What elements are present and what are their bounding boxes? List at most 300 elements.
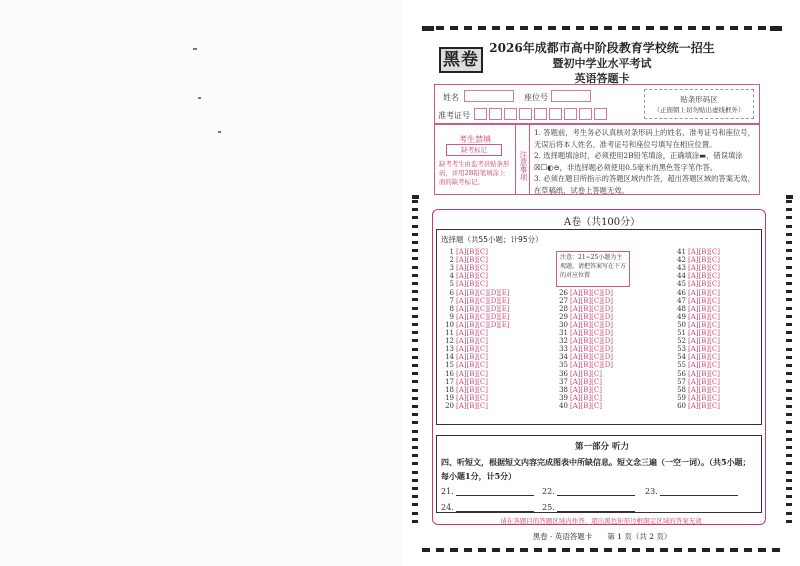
- option-bubble[interactable]: [E]: [499, 312, 510, 321]
- option-bubble[interactable]: [C]: [477, 401, 488, 410]
- option-bubble[interactable]: [C]: [709, 256, 720, 265]
- timing-mark: [604, 548, 612, 552]
- scan-speck: [193, 48, 197, 50]
- option-bubble[interactable]: [B]: [698, 312, 710, 321]
- exam-id-label: 准考证号: [438, 111, 470, 120]
- timing-mark: [786, 454, 792, 457]
- option-bubble[interactable]: [A]: [688, 256, 699, 265]
- timing-mark: [412, 323, 418, 326]
- timing-mark: [534, 548, 542, 552]
- option-bubble[interactable]: [A]: [570, 304, 581, 313]
- option-bubble[interactable]: [C]: [591, 312, 602, 321]
- option-bubble[interactable]: [A]: [688, 345, 699, 354]
- option-bubble[interactable]: [C]: [477, 345, 488, 354]
- option-bubble[interactable]: [E]: [499, 296, 510, 305]
- timing-mark: [478, 548, 486, 552]
- option-bubble[interactable]: [B]: [466, 320, 478, 329]
- timing-mark: [786, 446, 792, 449]
- option-bubble[interactable]: [C]: [477, 304, 488, 313]
- option-bubble[interactable]: [B]: [580, 337, 592, 346]
- option-bubble[interactable]: [B]: [466, 264, 478, 273]
- option-bubble[interactable]: [C]: [477, 377, 488, 386]
- question-row: [556, 353, 613, 361]
- option-bubble[interactable]: [A]: [688, 280, 699, 289]
- option-bubble[interactable]: [B]: [698, 296, 710, 305]
- option-bubble[interactable]: [A]: [570, 296, 581, 305]
- option-bubble[interactable]: [D]: [487, 304, 500, 313]
- option-bubble[interactable]: [B]: [466, 337, 478, 346]
- option-bubble[interactable]: [C]: [709, 369, 720, 378]
- option-bubble[interactable]: [C]: [591, 393, 602, 402]
- option-bubble[interactable]: [B]: [698, 256, 710, 265]
- option-bubble[interactable]: [C]: [591, 377, 602, 386]
- option-bubble[interactable]: [C]: [477, 264, 488, 273]
- timing-mark: [730, 26, 738, 30]
- option-bubble[interactable]: [B]: [698, 272, 710, 281]
- question-number: 59: [677, 393, 686, 402]
- option-bubble[interactable]: [B]: [466, 288, 478, 297]
- question-row: [442, 329, 488, 337]
- question-number: 38: [559, 385, 568, 394]
- option-bubble[interactable]: [B]: [698, 369, 710, 378]
- timing-mark: [412, 487, 418, 490]
- option-bubble[interactable]: [B]: [580, 312, 592, 321]
- question-number: 42: [677, 256, 686, 265]
- option-bubble[interactable]: [A]: [456, 256, 467, 265]
- option-bubble[interactable]: [A]: [456, 296, 467, 305]
- option-bubble[interactable]: [B]: [580, 320, 592, 329]
- option-bubble[interactable]: [C]: [591, 361, 602, 370]
- option-bubble[interactable]: [B]: [698, 377, 710, 386]
- option-bubble[interactable]: [A]: [456, 401, 467, 410]
- exam-id-cell[interactable]: [489, 108, 502, 120]
- option-bubble[interactable]: [C]: [591, 320, 602, 329]
- question-row: [442, 378, 488, 386]
- option-bubble[interactable]: [B]: [466, 345, 478, 354]
- option-bubble[interactable]: [A]: [688, 393, 699, 402]
- question-row: [674, 386, 720, 394]
- option-bubble[interactable]: [C]: [709, 353, 720, 362]
- option-bubble[interactable]: [C]: [709, 320, 720, 329]
- timing-mark: [786, 315, 792, 318]
- option-bubble[interactable]: [A]: [456, 353, 467, 362]
- notice-item: 3. 必须在题目所指示的答题区域内作答，超出答题区域的答案无效，在草稿纸、试卷上答题无效。: [534, 174, 755, 195]
- question-number: 15: [445, 361, 454, 370]
- question-row: [674, 305, 720, 313]
- question-number: 27: [559, 296, 568, 305]
- option-bubble[interactable]: [C]: [477, 256, 488, 265]
- timing-mark: [632, 548, 640, 552]
- seat-label: 座位号: [524, 93, 548, 102]
- answer-sheet: [404, 0, 800, 566]
- option-bubble[interactable]: [A]: [570, 312, 581, 321]
- option-bubble[interactable]: [C]: [591, 345, 602, 354]
- question-number: 45: [677, 280, 686, 289]
- option-bubble[interactable]: [C]: [477, 385, 488, 394]
- option-bubble[interactable]: [C]: [591, 353, 602, 362]
- question-number: 40: [559, 401, 568, 410]
- option-bubble[interactable]: [B]: [698, 401, 710, 410]
- option-bubble[interactable]: [B]: [698, 345, 710, 354]
- timing-mark: [412, 446, 418, 449]
- timing-mark: [412, 339, 418, 342]
- option-bubble[interactable]: [A]: [688, 264, 699, 273]
- option-bubble[interactable]: [D]: [601, 312, 614, 321]
- seat-field[interactable]: [551, 90, 591, 102]
- option-bubble[interactable]: [C]: [709, 377, 720, 386]
- option-bubble[interactable]: [B]: [698, 264, 710, 273]
- option-bubble[interactable]: [B]: [466, 272, 478, 281]
- question-number: 49: [677, 312, 686, 321]
- option-bubble[interactable]: [C]: [591, 385, 602, 394]
- option-bubble[interactable]: [C]: [477, 361, 488, 370]
- option-bubble[interactable]: [A]: [688, 385, 699, 394]
- option-bubble[interactable]: [B]: [580, 296, 592, 305]
- question-number: 39: [559, 393, 568, 402]
- option-bubble[interactable]: [C]: [477, 393, 488, 402]
- option-bubble[interactable]: [C]: [591, 369, 602, 378]
- option-bubble[interactable]: [B]: [466, 256, 478, 265]
- question-number: 55: [677, 361, 686, 370]
- option-bubble[interactable]: [C]: [477, 337, 488, 346]
- option-bubble[interactable]: [A]: [570, 401, 581, 410]
- option-bubble[interactable]: [A]: [688, 329, 699, 337]
- option-bubble[interactable]: [B]: [698, 361, 710, 370]
- timing-mark: [576, 26, 584, 30]
- option-bubble[interactable]: [A]: [688, 248, 699, 256]
- option-bubble[interactable]: [B]: [698, 393, 710, 402]
- timing-mark: [618, 26, 626, 30]
- option-bubble[interactable]: [C]: [709, 329, 720, 337]
- option-bubble[interactable]: [C]: [709, 272, 720, 281]
- timing-mark: [464, 548, 472, 552]
- question-row: [674, 297, 720, 305]
- exam-id-cell[interactable]: [474, 108, 487, 120]
- option-bubble[interactable]: [C]: [709, 248, 720, 256]
- option-bubble[interactable]: [C]: [477, 296, 488, 305]
- option-bubble[interactable]: [A]: [570, 385, 581, 394]
- timing-mark: [786, 331, 792, 334]
- option-bubble[interactable]: [B]: [466, 304, 478, 313]
- option-bubble[interactable]: [B]: [580, 329, 592, 337]
- timing-mark: [412, 512, 418, 515]
- question-row: [556, 313, 613, 321]
- option-bubble[interactable]: [D]: [601, 329, 614, 337]
- option-bubble[interactable]: [A]: [688, 304, 699, 313]
- option-bubble[interactable]: [B]: [698, 288, 710, 297]
- option-bubble[interactable]: [C]: [477, 369, 488, 378]
- option-bubble[interactable]: [A]: [688, 361, 699, 370]
- timing-mark: [450, 548, 458, 552]
- timing-mark: [412, 495, 418, 498]
- option-bubble[interactable]: [D]: [487, 320, 500, 329]
- option-bubble[interactable]: [C]: [477, 320, 488, 329]
- exam-id-cell[interactable]: [579, 108, 592, 120]
- option-bubble[interactable]: [B]: [466, 369, 478, 378]
- option-bubble[interactable]: [A]: [688, 353, 699, 362]
- exam-subtitle: 暨初中学业水平考试: [552, 57, 652, 70]
- question-row: [674, 353, 720, 361]
- timing-mark: [786, 266, 792, 269]
- timing-mark: [412, 372, 418, 375]
- option-bubble[interactable]: [A]: [688, 337, 699, 346]
- question-row: [442, 280, 488, 288]
- option-bubble[interactable]: [D]: [487, 312, 500, 321]
- option-bubble[interactable]: [B]: [466, 329, 478, 337]
- option-bubble[interactable]: [A]: [456, 345, 467, 354]
- out-of-area-warning: 请在各题目的答题区域内作答，超出黑色矩形边框限定区域的答案无效: [500, 517, 702, 525]
- option-bubble[interactable]: [B]: [580, 304, 592, 313]
- option-bubble[interactable]: [B]: [466, 280, 478, 289]
- option-bubble[interactable]: [D]: [601, 353, 614, 362]
- option-bubble[interactable]: [A]: [570, 353, 581, 362]
- option-bubble[interactable]: [B]: [580, 345, 592, 354]
- exam-id-cell[interactable]: [534, 108, 547, 120]
- question-row: [442, 305, 510, 313]
- option-bubble[interactable]: [A]: [456, 288, 467, 297]
- option-bubble[interactable]: [C]: [591, 337, 602, 346]
- option-bubble[interactable]: [D]: [601, 320, 614, 329]
- option-bubble[interactable]: [B]: [466, 312, 478, 321]
- option-bubble[interactable]: [A]: [456, 385, 467, 394]
- scan-speck: [198, 97, 201, 99]
- timing-mark: [716, 548, 724, 552]
- option-bubble[interactable]: [A]: [688, 401, 699, 410]
- timing-mark: [412, 364, 418, 367]
- question-row: [674, 370, 720, 378]
- exam-id-cell[interactable]: [504, 108, 517, 120]
- option-bubble[interactable]: [B]: [698, 329, 710, 337]
- timing-mark: [660, 548, 668, 552]
- option-bubble[interactable]: [D]: [601, 361, 614, 370]
- question-row: [674, 361, 720, 369]
- timing-mark: [730, 548, 738, 552]
- timing-mark: [506, 26, 514, 30]
- option-bubble[interactable]: [C]: [477, 329, 488, 337]
- option-bubble[interactable]: [B]: [466, 361, 478, 370]
- question-number: 20: [445, 401, 454, 410]
- blank-25[interactable]: [557, 511, 635, 512]
- option-bubble[interactable]: [B]: [698, 337, 710, 346]
- option-bubble[interactable]: [A]: [456, 272, 467, 281]
- option-bubble[interactable]: [A]: [456, 264, 467, 273]
- option-bubble[interactable]: [A]: [456, 280, 467, 289]
- option-bubble[interactable]: [B]: [466, 401, 478, 410]
- option-bubble[interactable]: [A]: [570, 369, 581, 378]
- option-bubble[interactable]: [C]: [477, 312, 488, 321]
- option-bubble[interactable]: [C]: [709, 312, 720, 321]
- name-field[interactable]: [464, 90, 514, 102]
- blank-22[interactable]: [557, 495, 635, 496]
- option-bubble[interactable]: [A]: [456, 312, 467, 321]
- option-bubble[interactable]: [A]: [570, 320, 581, 329]
- timing-mark: [786, 487, 792, 490]
- option-bubble[interactable]: [D]: [601, 288, 614, 297]
- option-bubble[interactable]: [B]: [466, 353, 478, 362]
- option-bubble[interactable]: [B]: [698, 280, 710, 289]
- question-row: [674, 337, 720, 345]
- question-row: [442, 289, 510, 297]
- option-bubble[interactable]: [B]: [698, 385, 710, 394]
- option-bubble[interactable]: [A]: [570, 337, 581, 346]
- option-bubble[interactable]: [B]: [698, 304, 710, 313]
- option-bubble[interactable]: [C]: [709, 296, 720, 305]
- option-bubble[interactable]: [B]: [580, 353, 592, 362]
- option-bubble[interactable]: [B]: [466, 385, 478, 394]
- option-bubble[interactable]: [B]: [698, 353, 710, 362]
- blank-23[interactable]: [660, 495, 738, 496]
- timing-mark: [702, 26, 710, 30]
- option-bubble[interactable]: [B]: [580, 288, 592, 297]
- question-row: [442, 353, 488, 361]
- option-bubble[interactable]: [B]: [466, 296, 478, 305]
- option-bubble[interactable]: [C]: [477, 288, 488, 297]
- option-bubble[interactable]: [B]: [466, 248, 478, 256]
- exam-id-cell[interactable]: [519, 108, 532, 120]
- option-bubble[interactable]: [A]: [570, 345, 581, 354]
- blank-label-23: 23.: [645, 487, 658, 496]
- option-bubble[interactable]: [C]: [709, 345, 720, 354]
- exam-id-cell[interactable]: [564, 108, 577, 120]
- option-bubble[interactable]: [C]: [709, 401, 720, 410]
- timing-mark: [786, 274, 792, 277]
- option-bubble[interactable]: [D]: [601, 345, 614, 354]
- timing-mark: [412, 290, 418, 293]
- question-row: [442, 370, 488, 378]
- option-bubble[interactable]: [C]: [477, 248, 488, 256]
- option-bubble[interactable]: [D]: [487, 296, 500, 305]
- timing-mark: [412, 216, 418, 219]
- option-bubble[interactable]: [A]: [688, 320, 699, 329]
- option-bubble[interactable]: [B]: [466, 393, 478, 402]
- option-bubble[interactable]: [A]: [688, 377, 699, 386]
- option-bubble[interactable]: [A]: [456, 393, 467, 402]
- question-row: [674, 345, 720, 353]
- option-bubble[interactable]: [A]: [570, 377, 581, 386]
- option-bubble[interactable]: [B]: [580, 393, 592, 402]
- notice-item: 2. 选择题填涂时，必须使用2B铅笔填涂，正确填涂▬，错误填涂☒☐◐⊖，非选择题必须使用0.5毫米的黑色签字笔作答。: [534, 151, 743, 172]
- option-bubble[interactable]: [A]: [688, 288, 699, 297]
- option-bubble[interactable]: [B]: [466, 377, 478, 386]
- option-bubble[interactable]: [A]: [570, 329, 581, 337]
- option-bubble[interactable]: [A]: [456, 320, 467, 329]
- question-number: 57: [677, 377, 686, 386]
- option-bubble[interactable]: [B]: [698, 320, 710, 329]
- timing-mark: [436, 26, 444, 30]
- timing-mark: [786, 356, 792, 359]
- option-bubble[interactable]: [C]: [591, 304, 602, 313]
- timing-mark: [562, 548, 570, 552]
- option-bubble[interactable]: [A]: [570, 393, 581, 402]
- option-bubble[interactable]: [E]: [499, 304, 510, 313]
- question-number: 2: [449, 256, 454, 265]
- option-bubble[interactable]: [C]: [709, 288, 720, 297]
- question-row: [442, 394, 488, 402]
- question-number: 1: [449, 248, 454, 256]
- timing-mark: [786, 364, 792, 367]
- option-bubble[interactable]: [D]: [601, 337, 614, 346]
- option-bubble[interactable]: [B]: [580, 369, 592, 378]
- question-number: 26: [559, 288, 568, 297]
- option-bubble[interactable]: [C]: [477, 280, 488, 289]
- timing-mark: [576, 548, 584, 552]
- question-row: [674, 272, 720, 280]
- option-bubble[interactable]: [C]: [709, 393, 720, 402]
- absent-mark-label: 缺考标记: [461, 146, 487, 154]
- option-bubble[interactable]: [A]: [456, 248, 467, 256]
- timing-mark: [702, 548, 710, 552]
- option-bubble[interactable]: [C]: [591, 288, 602, 297]
- timing-mark: [744, 26, 752, 30]
- option-bubble[interactable]: [A]: [688, 272, 699, 281]
- question-number: 47: [677, 296, 686, 305]
- timing-mark: [412, 195, 419, 199]
- option-bubble[interactable]: [C]: [709, 385, 720, 394]
- option-bubble[interactable]: [A]: [456, 304, 467, 313]
- option-bubble[interactable]: [A]: [570, 361, 581, 370]
- question-number: 35: [559, 361, 568, 370]
- option-bubble[interactable]: [C]: [709, 280, 720, 289]
- option-bubble[interactable]: [D]: [601, 304, 614, 313]
- timing-mark: [786, 241, 792, 244]
- timing-mark: [412, 413, 418, 416]
- option-bubble[interactable]: [C]: [477, 353, 488, 362]
- timing-mark: [412, 438, 418, 441]
- option-bubble[interactable]: [C]: [477, 272, 488, 281]
- option-bubble[interactable]: [C]: [591, 296, 602, 305]
- option-bubble[interactable]: [B]: [580, 385, 592, 394]
- option-bubble[interactable]: [D]: [601, 296, 614, 305]
- timing-mark: [520, 26, 528, 30]
- option-bubble[interactable]: [A]: [456, 377, 467, 386]
- option-bubble[interactable]: [A]: [456, 369, 467, 378]
- option-bubble[interactable]: [A]: [456, 337, 467, 346]
- option-bubble[interactable]: [A]: [456, 361, 467, 370]
- option-bubble[interactable]: [C]: [591, 401, 602, 410]
- question-number: 56: [677, 369, 686, 378]
- option-bubble[interactable]: [B]: [580, 361, 592, 370]
- timing-mark: [786, 323, 792, 326]
- option-bubble[interactable]: [C]: [591, 329, 602, 337]
- option-bubble[interactable]: [A]: [688, 296, 699, 305]
- option-bubble[interactable]: [C]: [709, 264, 720, 273]
- option-bubble[interactable]: [D]: [487, 288, 500, 297]
- option-bubble[interactable]: [B]: [580, 377, 592, 386]
- option-bubble[interactable]: [B]: [698, 248, 710, 256]
- exam-title: 2026年成都市高中阶段教育学校统一招生: [489, 41, 715, 55]
- blank-label-21: 21.: [441, 487, 454, 496]
- notice-list: [534, 127, 756, 197]
- option-bubble[interactable]: [E]: [499, 288, 510, 297]
- exam-id-cell[interactable]: [594, 108, 607, 120]
- blank-21[interactable]: [456, 495, 534, 496]
- option-bubble[interactable]: [C]: [709, 304, 720, 313]
- option-bubble[interactable]: [A]: [688, 312, 699, 321]
- question-number: 33: [559, 345, 568, 354]
- option-bubble[interactable]: [C]: [709, 337, 720, 346]
- option-bubble[interactable]: [E]: [499, 320, 510, 329]
- blank-24[interactable]: [456, 511, 534, 512]
- option-bubble[interactable]: [A]: [688, 369, 699, 378]
- exam-id-cell[interactable]: [549, 108, 562, 120]
- option-bubble[interactable]: [C]: [709, 361, 720, 370]
- option-bubble[interactable]: [A]: [570, 288, 581, 297]
- timing-mark: [412, 200, 418, 203]
- timing-mark: [786, 471, 792, 474]
- question-number: 14: [445, 353, 454, 362]
- option-bubble[interactable]: [A]: [456, 329, 467, 337]
- option-bubble[interactable]: [B]: [580, 401, 592, 410]
